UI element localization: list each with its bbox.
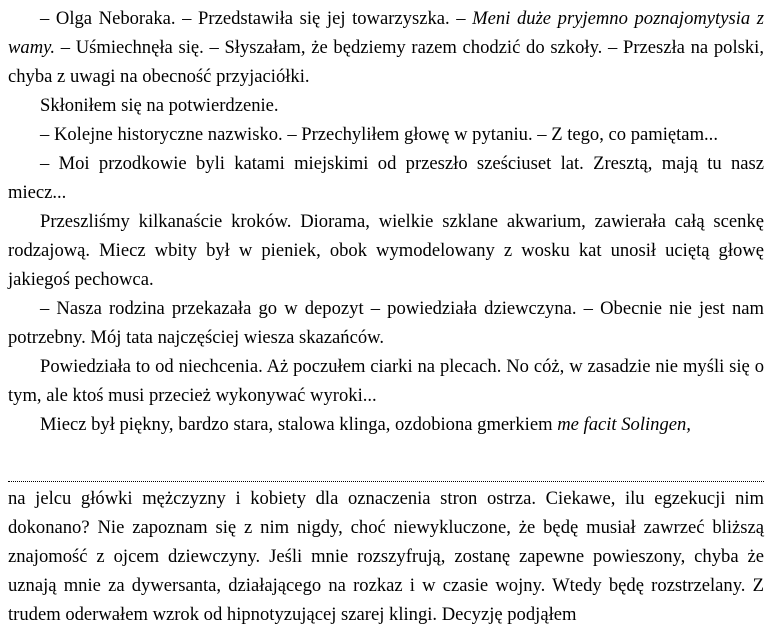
paragraph-5: [8, 207, 764, 294]
paragraph-1: [8, 4, 764, 91]
paragraph-7: [8, 352, 764, 410]
italic-segment: Meni duże pryjemno poznajomytysia z wamy.: [8, 8, 765, 58]
paragraph-4: [8, 149, 764, 207]
paragraph-3: [8, 120, 764, 149]
text-segment: Przeszliśmy kilkanaście kroków. Diorama, wielkie szklane akwarium, zawierała całą scenkę rodzajową. Miecz wbity był w pieniek, obok wymodelowany z wosku kat unosił uciętą głowę jakiegoś pechowca.: [8, 211, 764, 290]
text-segment: – Kolejne historyczne nazwisko. – Przechyliłem głowę w pytaniu. – Z tego, co pamiętam...: [40, 124, 718, 145]
top-page-text: [8, 4, 764, 439]
paragraph-2: [8, 91, 764, 120]
italic-segment: me facit Solingen,: [557, 414, 691, 435]
paragraph-6: [8, 294, 764, 352]
text-segment: – Uśmiechnęła się. – Słyszałam, że będziemy razem chodzić do szkoły. – Przeszła na polski, chyba z uwagi na obecność przyjaciółki.: [8, 37, 764, 87]
bottom-page-text: [8, 484, 764, 629]
text-segment: – Olga Neboraka. – Przedstawiła się jej towarzyszka. –: [40, 8, 473, 29]
text-segment: na jelcu główki mężczyzny i kobiety dla oznaczenia stron ostrza. Ciekawe, ilu egzekucji nim dokonano? Nie zapoznam się z nim nigdy, choć niewykluczone, że będę musiał zawrzeć bliższą znajomość z ojcem dziewczyny. Jeśli mnie rozszyfrują, zostanę zapewne powieszony, chyba że uznają mnie za dywersanta, działającego na rozkaz i w czasie wojny. Wtedy będę rozstrzelany. Z trudem oderwałem wzrok od hipnotyzującej szarej klingi. Decyzję podjąłem: [8, 488, 764, 625]
text-segment: – Nasza rodzina przekazała go w depozyt – powiedziała dziewczyna. – Obecnie nie jest nam potrzebny. Mój tata najczęściej wiesza skazańców.: [8, 298, 764, 348]
text-segment: Miecz był piękny, bardzo stara, stalowa klinga, ozdobiona gmerkiem: [40, 414, 558, 435]
text-segment: Powiedziała to od niechcenia. Aż poczułem ciarki na plecach. No cóż, w zasadzie nie myśli się o tym, ale ktoś musi przecież wykonywać wyroki...: [8, 356, 764, 406]
paragraph-8: [8, 410, 764, 439]
text-segment: – Moi przodkowie byli katami miejskimi od przeszło sześciuset lat. Zresztą, mają tu nasz miecz...: [8, 153, 764, 203]
paragraph-continuation: [8, 484, 764, 629]
page-break-divider: [8, 481, 764, 482]
text-segment: Skłoniłem się na potwierdzenie.: [40, 95, 279, 116]
